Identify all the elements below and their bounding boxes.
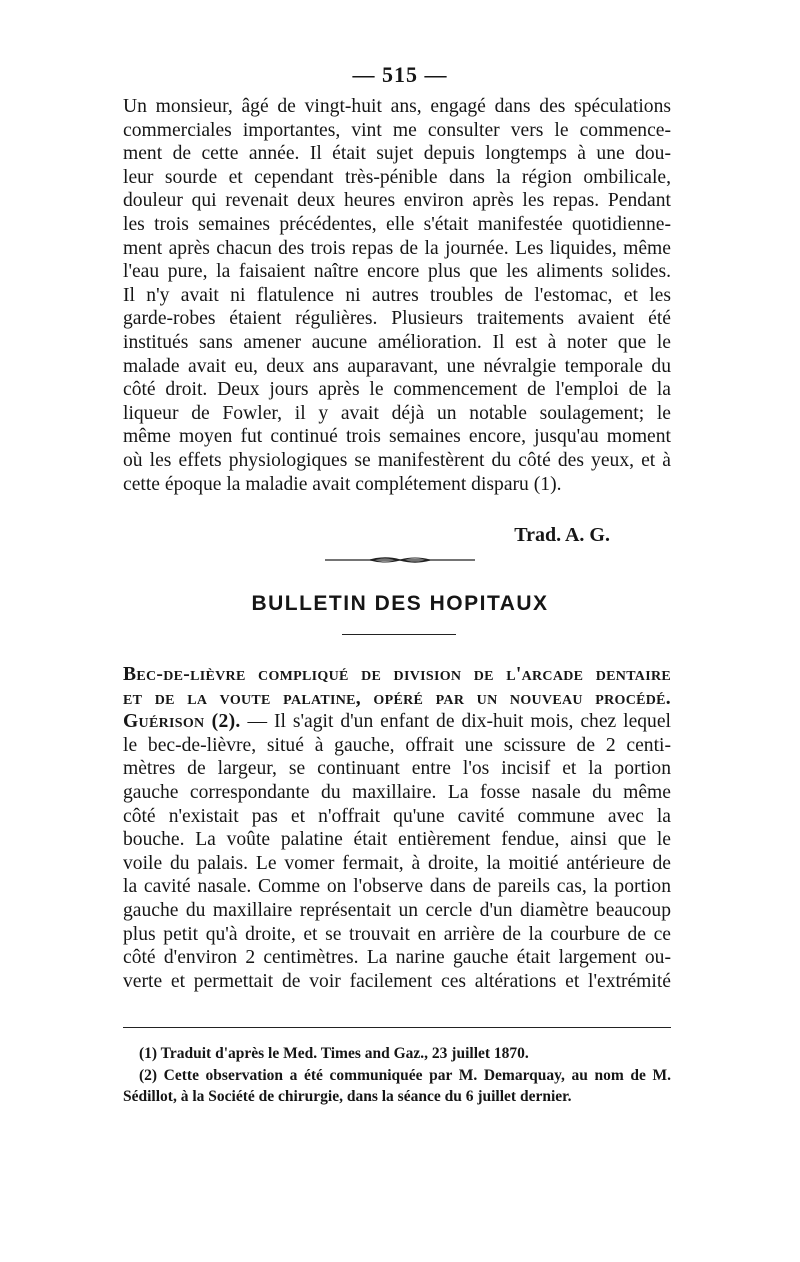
text-line: où les effets physiologiques se manifestèrent du côté des yeux, et à [123, 449, 671, 471]
footnote-2: (2) Cette observation a été communiquée par M. Demarquay, au nom de M. Sédillot, à la Société de chirurgie, dans la séance du 6 juillet dernier. [123, 1066, 671, 1105]
ornament-divider [325, 556, 475, 564]
footnote-rule [123, 1027, 671, 1028]
text-line: verte et permettait de voir facilement ces altérations et l'extrémité [123, 970, 671, 992]
text-line [123, 710, 671, 734]
text-line: commerciales importantes, vint me consulter vers le commence- [123, 119, 671, 141]
translator-signature: Trad. A. G. [514, 524, 610, 546]
heading-rule [342, 634, 456, 635]
paragraph-case-report [123, 95, 671, 496]
article-title: Bec-de-lièvre compliqué de division de l'arcade dentaire [123, 664, 671, 685]
footnote-1: (1) Traduit d'après le Med. Times and Gaz., 23 juillet 1870. [139, 1045, 529, 1062]
text-line: Il n'y avait ni flatulence ni autres troubles de l'estomac, et les [123, 284, 671, 306]
text-line: plus petit qu'à droite, et se trouvait en arrière de la courbure de ce [123, 923, 671, 945]
section-heading: BULLETIN DES HOPITAUX [251, 592, 549, 615]
text-line: mètres de largeur, se continuant entre l'os incisif et la portion [123, 758, 671, 780]
text-line: liqueur de Fowler, il y avait déjà un notable soulagement; le [123, 402, 671, 424]
text-line: côté d'environ 2 centimètres. La narine gauche était largement ou- [123, 947, 671, 969]
text-line: Un monsieur, âgé de vingt-huit ans, engagé dans des spéculations [123, 96, 671, 117]
text-line: le bec-de-lièvre, situé à gauche, offrait une scissure de 2 centi- [123, 734, 671, 756]
text-span: — Il s'agit d'un enfant de dix-huit mois, chez lequel [240, 711, 671, 733]
paragraph-bulletin-article [123, 663, 671, 993]
page-number: — 515 — [352, 62, 448, 87]
text-line: ment après chacun des trois repas de la journée. Les liquides, même [123, 237, 671, 259]
text-line: côté droit. Deux jours après le commencement de l'emploi de la [123, 379, 671, 401]
footnotes [123, 1043, 671, 1108]
text-line: bouche. La voûte palatine était entièrement fendue, ainsi que le [123, 829, 671, 851]
text-line: les trois semaines précédentes, elle s'était manifestée quotidienne- [123, 213, 671, 235]
text-line: l'eau pure, la faisaient naître encore plus que les aliments solides. [123, 261, 671, 283]
text-line: cette époque la maladie avait complétement disparu (1). [123, 473, 562, 495]
text-line: douleur qui revenait deux heures environ après les repas. Pendant [123, 190, 671, 212]
text-line: la cavité nasale. Comme on l'observe dans de pareils cas, la portion [123, 876, 671, 898]
text-line: malade avait eu, deux ans auparavant, une névralgie temporale du [123, 355, 671, 377]
article-title-end: Guérison (2). [123, 711, 241, 733]
text-line: garde-robes étaient régulières. Plusieurs traitements avaient été [123, 308, 671, 330]
text-line [123, 663, 671, 687]
text-line: gauche du maxillaire représentait un cercle d'un diamètre beaucoup [123, 899, 671, 921]
text-line: leur sourde et cependant très-pénible dans la région ombilicale, [123, 166, 671, 188]
text-line [123, 687, 671, 711]
text-line: même moyen fut continué trois semaines encore, jusqu'au moment [123, 426, 671, 448]
text-line: côté n'existait pas et n'offrait qu'une cavité commune avec la [123, 805, 671, 827]
text-line: voile du palais. Le vomer fermait, à droite, la moitié antérieure de [123, 852, 671, 874]
article-title: et de la voute palatine, opéré par un nouveau procédé. [123, 687, 671, 709]
text-line: gauche correspondante du maxillaire. La fosse nasale du même [123, 781, 671, 803]
text-line: ment de cette année. Il était sujet depuis longtemps à une dou- [123, 143, 671, 165]
text-line: institués sans amener aucune amélioration. Il est à noter que le [123, 331, 671, 353]
